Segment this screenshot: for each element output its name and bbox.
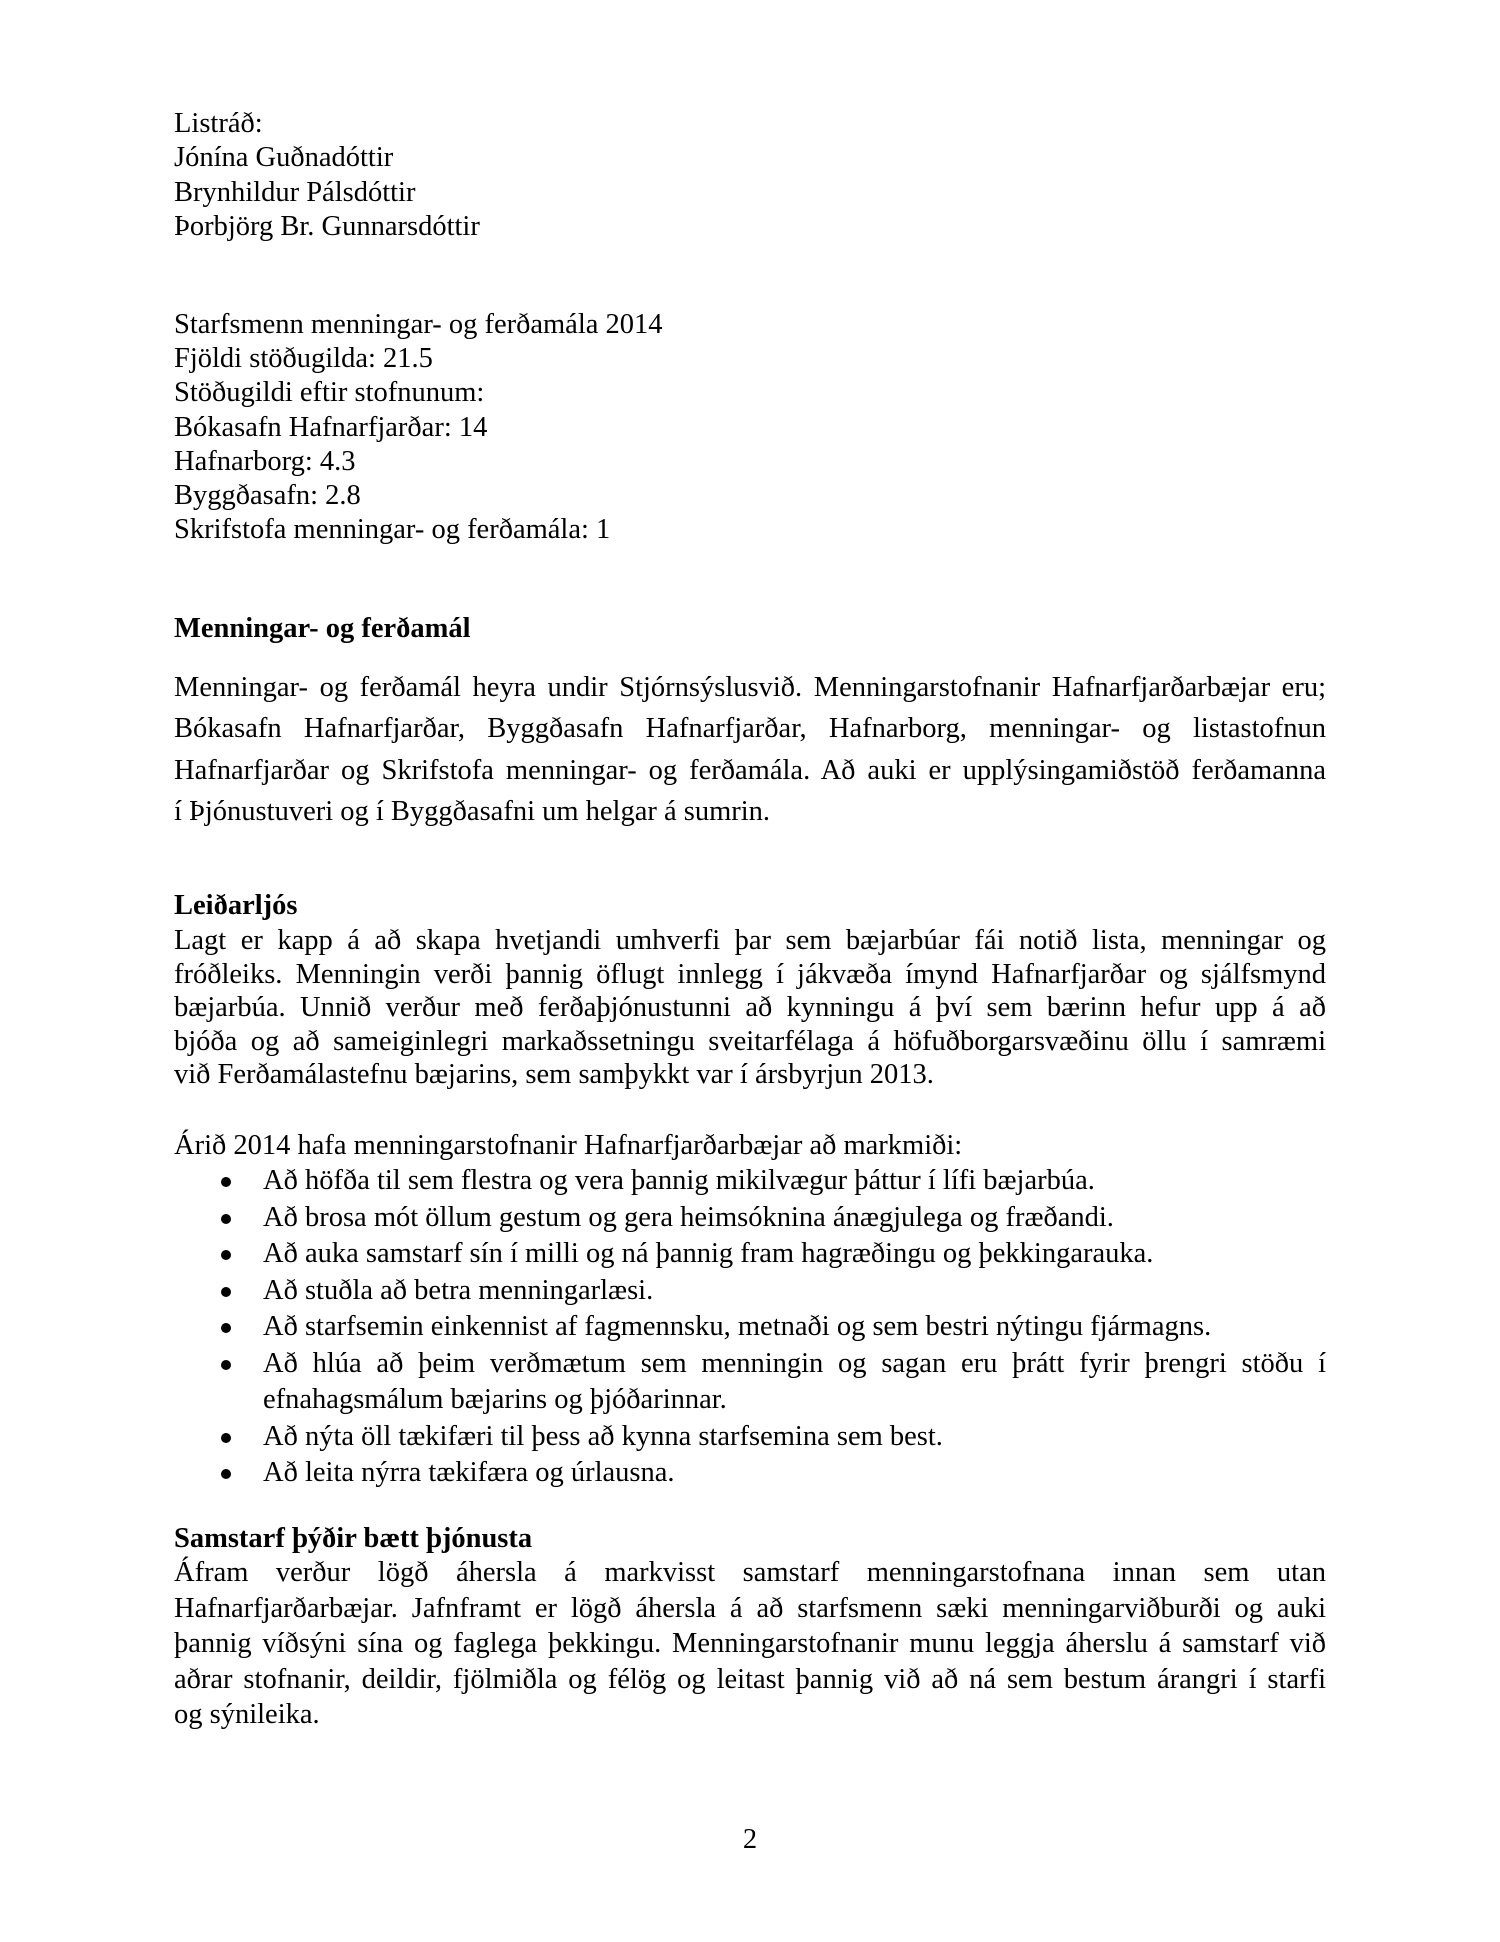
list-item-text: Að höfða til sem flestra og vera þannig mikilvægur þáttur í lífi bæjarbúa. [263, 1165, 1095, 1196]
section-heading [174, 1522, 1326, 1556]
paragraph-line: Menningar- og ferðamál heyra undir Stjórnsýslusvið. Menningarstofnanir Hafnarfjarðarbæjar eru; [174, 672, 1326, 703]
bullet-icon [221, 1433, 231, 1443]
list-item-text: Að auka samstarf sín í milli og ná þannig fram hagræðingu og þekkingarauka. [263, 1238, 1154, 1269]
staff-line: Byggðasafn: 2.8 [174, 479, 361, 511]
paragraph-line: í Þjónustuveri og í Byggðasafni um helgar á sumrin. [174, 795, 771, 827]
council-block [174, 107, 1326, 244]
bullet-icon [221, 1250, 231, 1260]
intro-text: Árið 2014 hafa menningarstofnanir Hafnarfjarðarbæjar að markmiði: [174, 1130, 963, 1161]
staff-line: Hafnarborg: 4.3 [174, 445, 356, 477]
paragraph-line: bjóða og að sameiginlegri markaðssetningu sveitarfélaga á höfuðborgarsvæðinu öllu í samræmi [174, 1025, 1326, 1057]
paragraph-line: þannig víðsýni sína og faglega þekkingu. Menningarstofnanir munu leggja áherslu á samstarf við [174, 1628, 1326, 1659]
heading-text: Leiðarljós [174, 890, 298, 921]
list-item [174, 1346, 1326, 1383]
council-member: Þorbjörg Br. Gunnarsdóttir [174, 210, 480, 242]
paragraph-line: aðrar stofnanir, deildir, fjölmiðla og félög og leitast þannig við að ná sem bestum árangri í starfi [174, 1663, 1326, 1695]
list-item [174, 1163, 1326, 1200]
section3-paragraph [174, 1555, 1326, 1733]
list-item-text: Að starfsemin einkennist af fagmennsku, metnaði og sem bestri nýtingu fjármagns. [263, 1311, 1212, 1342]
heading-text: Samstarf þýðir bætt þjónusta [174, 1523, 533, 1554]
paragraph-line: Hafnarfjarðar og Skrifstofa menningar- og ferðamála. Að auki er upplýsingamiðstöð ferðamanna [174, 754, 1326, 786]
list-item-text: efnahagsmálum bæjarins og þjóðarinnar. [263, 1384, 727, 1415]
list-item-text: Að leita nýrra tækifæra og úrlausna. [263, 1457, 675, 1488]
council-label: Listráð: [174, 108, 263, 139]
section2-paragraph [174, 924, 1326, 1092]
paragraph-line: Hafnarfjarðarbæjar. Jafnframt er lögð áhersla á að starfsmenn sæki menningarviðburði og auki [174, 1592, 1326, 1624]
staff-block [174, 308, 1326, 547]
paragraph-line: bæjarbúa. Unnið verður með ferðaþjónustunni að kynningu á því sem bærinn hefur upp á að [174, 992, 1326, 1024]
page-number: 2 [742, 1824, 758, 1855]
paragraph-line: við Ferðamálastefnu bæjarins, sem samþykkt var í ársbyrjun 2013. [174, 1059, 934, 1091]
bullet-icon [221, 1323, 231, 1333]
list-item [174, 1273, 1326, 1310]
paragraph-line: fróðleiks. Menningin verði þannig öflugt innlegg í jákvæða ímynd Hafnarfjarðar og sjálfsmynd [174, 958, 1326, 990]
bullet-icon [221, 1360, 231, 1370]
council-member: Jónína Guðnadóttir [174, 142, 394, 174]
list-item-continuation [174, 1382, 1326, 1419]
list-item-text: Að hlúa að þeim verðmætum sem menningin og sagan eru þrátt fyrir þrengri stöðu í [263, 1347, 1326, 1379]
paragraph-line: Lagt er kapp á að skapa hvetjandi umhverfi þar sem bæjarbúar fái notið lista, menningar og [174, 925, 1326, 956]
bullet-icon [221, 1469, 231, 1479]
heading-text: Menningar- og ferðamál [174, 613, 471, 644]
list-item [174, 1419, 1326, 1456]
list-item [174, 1455, 1326, 1492]
section-heading [174, 889, 1326, 923]
list-item [174, 1200, 1326, 1237]
bullet-icon [221, 1214, 231, 1224]
paragraph-line: Bókasafn Hafnarfjarðar, Byggðasafn Hafnarfjarðar, Hafnarborg, menningar- og listastofnun [174, 713, 1326, 745]
staff-title: Starfsmenn menningar- og ferðamála 2014 [174, 309, 663, 340]
section-heading [174, 612, 1326, 646]
goals-intro [174, 1129, 1326, 1163]
staff-line: Stöðugildi eftir stofnunum: [174, 377, 485, 409]
list-item-text: Að brosa mót öllum gestum og gera heimsóknina ánægjulega og fræðandi. [263, 1201, 1114, 1233]
list-item [174, 1236, 1326, 1273]
staff-line: Fjöldi stöðugilda: 21.5 [174, 343, 433, 375]
list-item [174, 1309, 1326, 1346]
council-member: Brynhildur Pálsdóttir [174, 176, 416, 208]
staff-line: Skrifstofa menningar- og ferðamála: 1 [174, 514, 611, 546]
paragraph-line: og sýnileika. [174, 1699, 320, 1730]
section1-paragraph [174, 667, 1326, 832]
list-item-text: Að stuðla að betra menningarlæsi. [263, 1274, 654, 1306]
staff-line: Bókasafn Hafnarfjarðar: 14 [174, 411, 488, 443]
paragraph-line: Áfram verður lögð áhersla á markvisst samstarf menningarstofnana innan sem utan [174, 1557, 1326, 1588]
goals-list [174, 1163, 1326, 1492]
bullet-icon [221, 1177, 231, 1187]
bullet-icon [221, 1287, 231, 1297]
list-item-text: Að nýta öll tækifæri til þess að kynna starfsemina sem best. [263, 1420, 943, 1452]
